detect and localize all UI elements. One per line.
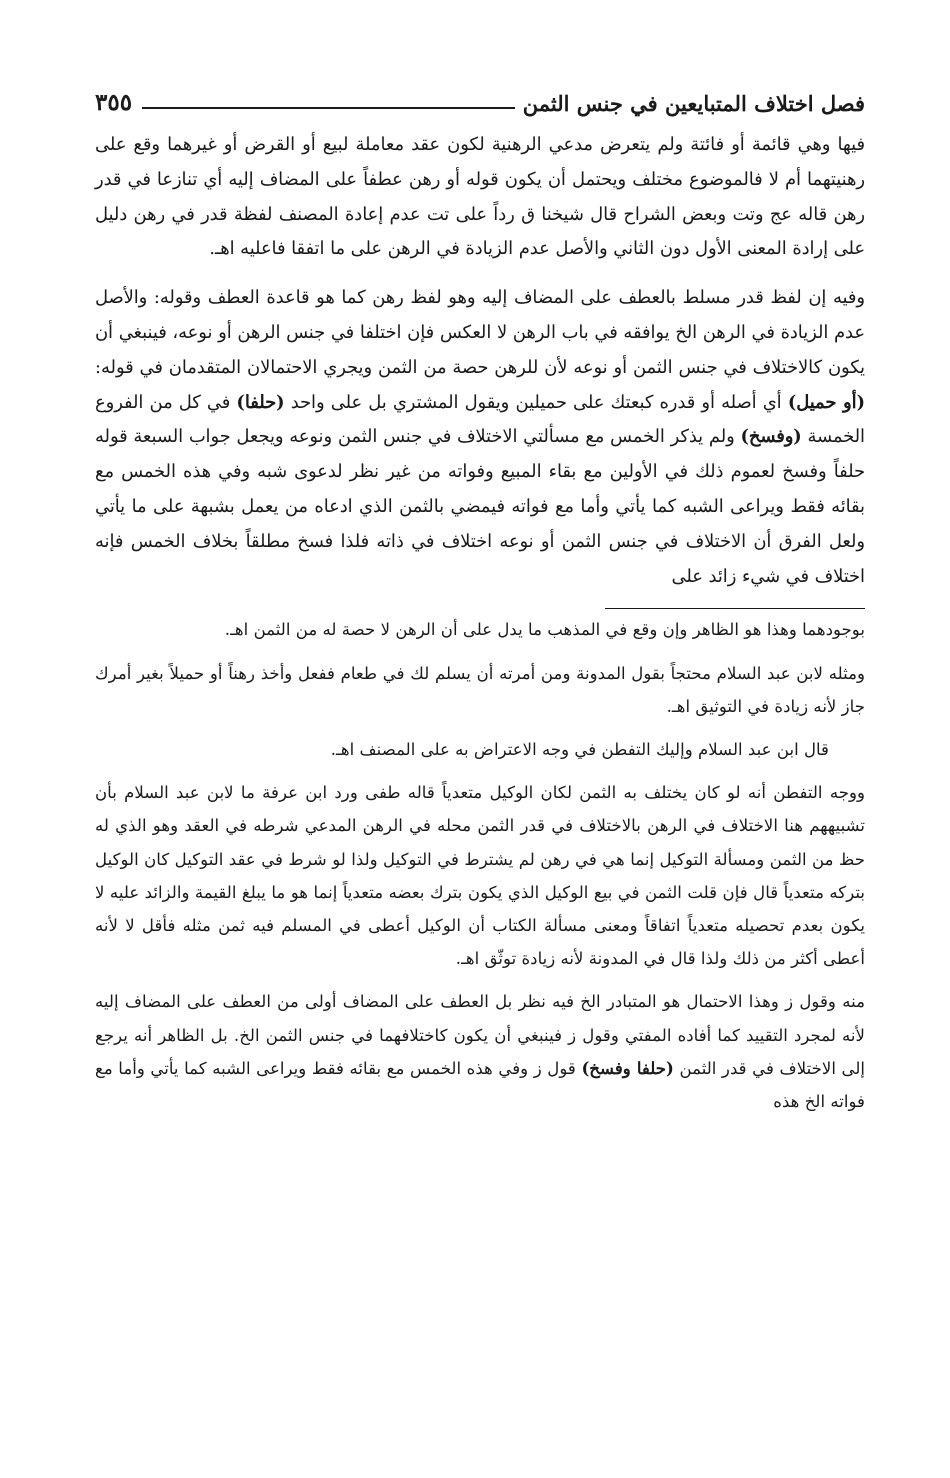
footnote-paragraph: ووجه التفطن أنه لو كان يختلف به الثمن لكان الوكيل متعدياً قاله طفى ورد ابن عرفة ما لابن عبد السلام بأن تشبيههم هنا الاختلاف في الرهن بالاختلاف في قدر الثمن محله في الرهن المدعي شرطه في العقد وهو الذي له حظ من الثمن ومسألة التوكيل إنما هي في رهن لم يشترط في التوكيل ولذا لو شرط في عقد التوكيل كان الوكيل بتركه متعدياً قال فإن قلت الثمن في بيع الوكيل الذي يكون بترك بعضه متعدياً إنما هو ما يبلغ القيمة والزائد عليه لا يكون بعدم تحصيله متعدياً اتفاقاً ومعنى مسألة الكتاب أن الوكيل أعطى في المسلم فيه ثمن مثله فأقل لا لأنه أعطى أكثر من ذلك ولذا قال في المدونة لأنه زيادة توثّق اهـ. — [95, 783, 865, 969]
footnote-paragraph: ومثله لابن عبد السلام محتجاً بقول المدونة ومن أمرته أن يسلم لك في طعام ففعل وأخذ رهناً أو حميلاً بغير أمرك جاز لأنه زيادة في التوثيق اهـ. — [95, 663, 865, 716]
keyword-highlight: (حلفا) — [236, 391, 285, 413]
footnote-paragraph: منه وقول ز وهذا الاحتمال هو المتبادر الخ فيه نظر بل العطف على المضاف أولى من العطف على المضاف إليه لأنه لمجرد التقييد كما أفاده المفتي وقول ز فينبغي أن يكون كاختلافهما في جنس الثمن الخ. بل الظاهر أنه يرجع إلى الاختلاف في قدر الثمن (حلفا وفسخ) قول ز وفي هذه الخمس مع بقائه فقط ويراعى الشبه كما يأتي وأما مع فواته الخ هذه — [95, 992, 865, 1111]
chapter-title: فصل اختلاف المتبايعين في جنس الثمن — [522, 91, 865, 116]
page-number: ٣٥٥ — [95, 89, 133, 116]
keyword-highlight: (حلفا وفسخ) — [581, 1057, 674, 1078]
main-paragraph: فيها وهي قائمة أو فائتة ولم يتعرض مدعي الرهنية لكون عقد معاملة لبيع أو القرض أو غيرهما وقع على رهنيتهما أم لا فالموضوع مختلف ويحتمل أن يكون قوله أو رهن عطفاً على المضاف إليه أي تنازعا في قدر رهن قاله عج وتت وبعض الشراح قال شيخنا ق رداً على تت عدم إعادة المصنف لفظة قدر في رهن دليل على إرادة المعنى الأول دون الثاني والأصل عدم الزيادة في الرهن على ما اتفقا فاعليه اهـ. — [95, 134, 865, 260]
book-page — [95, 80, 865, 1118]
footnotes — [95, 613, 865, 1118]
keyword-highlight: (وفسخ) — [740, 426, 802, 448]
main-paragraph: وفيه إن لفظ قدر مسلط بالعطف على المضاف إليه وهو لفظ رهن كما هو قاعدة العطف وقوله: والأصل عدم الزيادة في الرهن الخ يوافقه في باب الرهن لا العكس فإن اختلفا في جنس الرهن أو نوعه، فينبغي أن يكون كالاختلاف في جنس الثمن أو نوعه لأن للرهن حصة من الثمن ويجري الاحتمالان المتقدمان في قوله: (أو حميل) أي أصله أو قدره كبعتك على حميلين ويقول المشتري بل على واحد (حلفا) في كل من الفروع الخمسة (وفسخ) ولم يذكر الخمس مع مسألتي الاختلاف في جنس الثمن ونوعه ويجعل جواب السبعة قوله حلفاً وفسخ لعموم ذلك في الأولين مع بقاء المبيع وفواته من غير نظر لدعوى شبه وفي هذه الخمس مع بقائه فقط ويراعى الشبه كما يأتي وأما مع فواته فيمضي بالثمن الذي ادعاه من يعمل بشبهة على ما يأتي ولعل الفرق أن الاختلاف في جنس الثمن أو نوعه اختلاف في ذاته فلذا فسخ مطلقاً بخلاف الخمس فإنه اختلاف في شيء زائد على — [95, 287, 865, 587]
footnote-paragraph: بوجودهما وهذا هو الظاهر وإن وقع في المذهب ما يدل على أن الرهن لا حصة له من الثمن اهـ. — [224, 620, 865, 640]
keyword-highlight: (أو حميل) — [787, 391, 865, 413]
footnote-paragraph: قال ابن عبد السلام وإليك التفطن في وجه الاعتراض به على المصنف اهـ. — [330, 739, 829, 759]
header-rule — [142, 107, 515, 109]
footnote-divider — [605, 608, 865, 609]
main-text — [95, 128, 865, 594]
running-header — [95, 80, 865, 116]
